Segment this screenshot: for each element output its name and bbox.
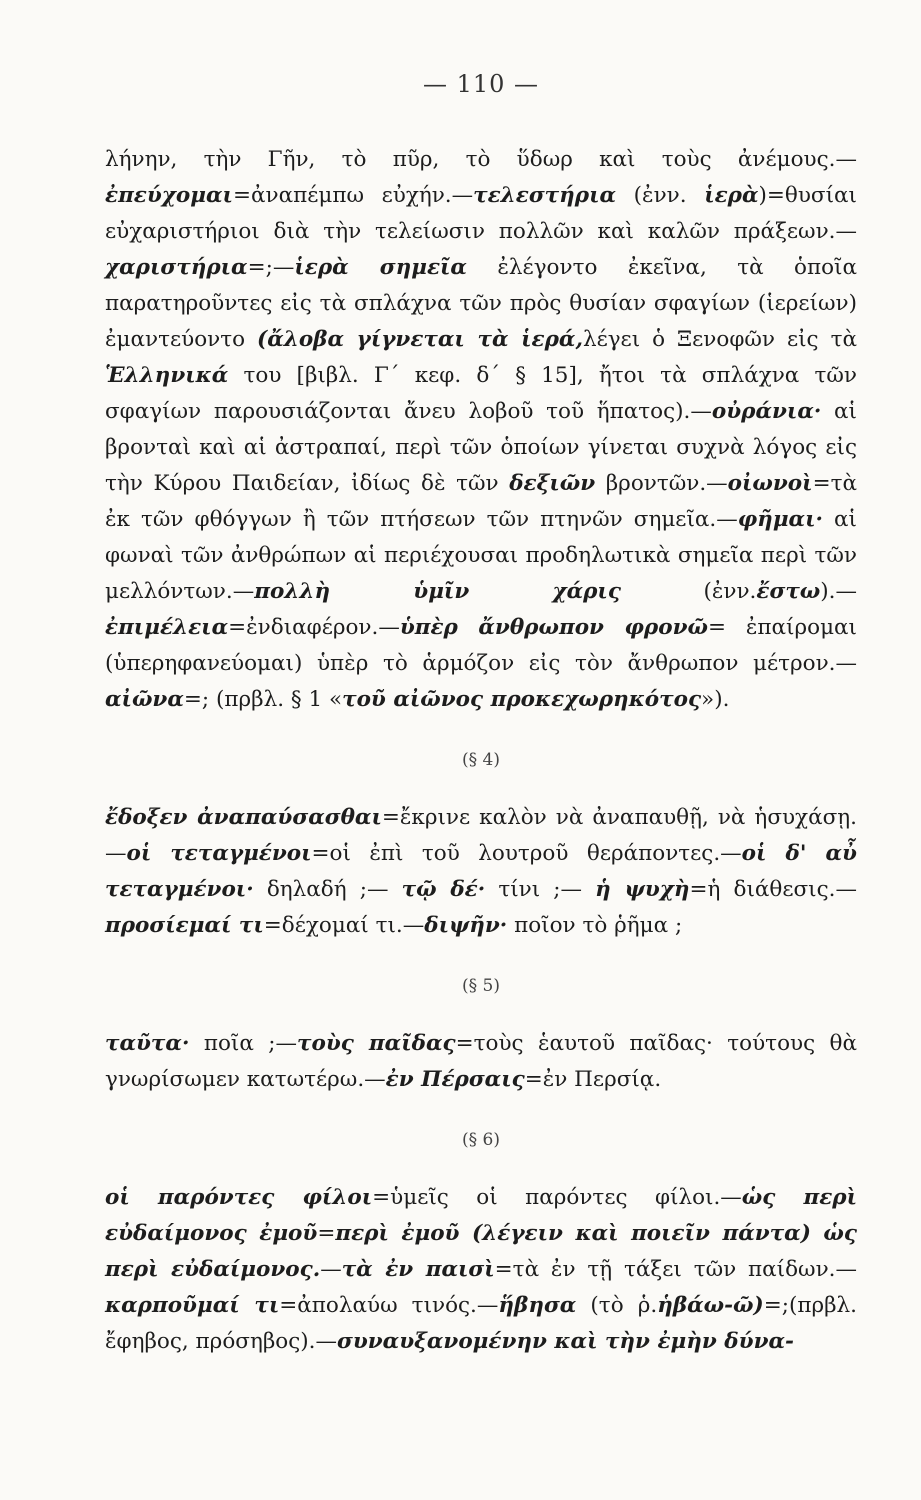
- lemma-term: ἐν Πέρσαις: [385, 1067, 525, 1092]
- gloss-text: βροντῶν.—: [595, 471, 728, 496]
- paragraph-commentary-4: [105, 800, 857, 944]
- gloss-text: = ἐπαίρομαι (ὑπερηφανεύομαι) ὑπὲρ τὸ ἁρμόζον εἰς τὸν ἄνθρωπον μέτρον.—: [105, 615, 857, 676]
- gloss-text: του [βιβλ. Γ΄ κεφ. δ΄ § 15], ἤτοι τὰ σπλάχνα τῶν σφαγίων παρουσιάζονται ἄνευ λοβοῦ τοῦ ἥπατος).—: [105, 363, 857, 424]
- lemma-term: Ἑλληνικά: [105, 363, 229, 388]
- paragraph-commentary-5: [105, 1026, 857, 1098]
- lemma-term: τοῦ αἰῶνος προκεχωρηκότος: [342, 687, 702, 712]
- gloss-text: =ὑμεῖς οἱ παρόντες φίλοι.—: [372, 1185, 742, 1210]
- lemma-term: οὐράνια·: [711, 399, 822, 424]
- lemma-term: τοὺς παῖδας: [297, 1031, 456, 1056]
- gloss-text: λέγει ὁ Ξενοφῶν εἰς τὰ: [582, 327, 857, 352]
- gloss-text: (ἐνν.: [616, 183, 705, 208]
- gloss-text: =τὰ ἐκ τῶν φθόγγων ἢ τῶν πτήσεων τῶν πτηνῶν σημεῖα.—: [105, 471, 857, 532]
- lemma-term: ἱερὰ: [704, 183, 759, 208]
- lemma-term: τελεστήρια: [473, 183, 617, 208]
- gloss-text: =ἡ διάθεσις.—: [689, 877, 857, 902]
- gloss-text: αἱ βρονταὶ καὶ αἱ ἀστραπαί, περὶ τῶν ὁποίων γίνεται συχνὰ λόγος εἰς τὴν Κύρου Παιδείαν, ἰδίως δὲ τῶν: [105, 399, 857, 496]
- gloss-text: αἱ φωναὶ τῶν ἀνθρώπων αἱ περιέχουσαι προδηλωτικὰ σημεῖα περὶ τῶν μελλόντων.—: [105, 507, 857, 604]
- lemma-term: τῷ δέ·: [401, 877, 486, 902]
- section-heading-4: (§ 4): [462, 750, 500, 770]
- gloss-text: (τὸ ῥ.: [576, 1293, 658, 1318]
- gloss-text: =;(πρβλ. ἔφηβος, πρόσηβος).—: [105, 1293, 858, 1354]
- lemma-term: αἰῶνα: [105, 687, 184, 712]
- lemma-term: ἐπιμέλεια: [105, 615, 229, 640]
- gloss-text: =; (πρβλ. § 1 «: [183, 687, 343, 712]
- lemma-term: πολλὴ ὑμῖν χάρις: [254, 579, 621, 604]
- gloss-text: =ἐνδιαφέρον.—: [228, 615, 400, 640]
- lemma-term: δεξιῶν: [509, 471, 596, 496]
- page-number: — 110 —: [422, 70, 540, 98]
- lemma-term: περὶ ἐμοῦ (λέγειν καὶ ποιεῖν πάντα) ὡς περὶ εὐδαίμονος.: [105, 1221, 857, 1282]
- lemma-term: ἱερὰ σημεῖα: [294, 255, 467, 280]
- gloss-text: ἐλέγοντο ἐκεῖνα, τὰ ὁποῖα παρατηροῦντες εἰς τὰ σπλάχνα τῶν πρὸς θυσίαν σφαγίων (ἱερείων) ἐμαντεύοντο: [105, 255, 857, 352]
- gloss-text: ).—: [820, 579, 857, 604]
- lemma-term: ὡς περὶ εὐδαίμονος ἐμοῦ: [105, 1185, 857, 1246]
- gloss-text: =ἔκρινε καλὸν νὰ ἀναπαυθῇ, νὰ ἡσυχάσῃ.—: [105, 805, 857, 866]
- gloss-text: τίνι ;—: [485, 877, 596, 902]
- lemma-term: ἐπεύχομαι: [105, 183, 233, 208]
- section-heading-6: (§ 6): [462, 1130, 500, 1150]
- lemma-term: διψῆν·: [424, 913, 508, 938]
- gloss-text: =ἀπολαύω τινός.—: [279, 1293, 499, 1318]
- lemma-term: προσίεμαί τι: [105, 913, 264, 938]
- gloss-text: =δέχομαί τι.—: [263, 913, 425, 938]
- gloss-text: (ἐνν.: [620, 579, 757, 604]
- lemma-term: φῆμαι·: [737, 507, 823, 532]
- gloss-text: =οἱ ἐπὶ τοῦ λουτροῦ θεράποντες.—: [311, 841, 742, 866]
- paragraph-commentary-6: [105, 1180, 857, 1360]
- lemma-term: ἔστω: [756, 579, 821, 604]
- lemma-term: τὰ ἐν παισὶ: [341, 1257, 495, 1282]
- gloss-text: =;—: [247, 255, 295, 280]
- gloss-text: »).: [701, 687, 730, 712]
- lemma-term: οἱ παρόντες φίλοι: [105, 1185, 373, 1210]
- book-page: [105, 70, 857, 1360]
- lemma-term: ὑπὲρ ἄνθρωπον φρονῶ: [399, 615, 708, 640]
- gloss-text: =: [317, 1221, 336, 1246]
- lemma-term: χαριστήρια: [105, 255, 248, 280]
- lemma-term: ἡβάω-ῶ): [657, 1293, 764, 1318]
- gloss-text: —: [320, 1257, 342, 1282]
- gloss-text: )=θυσίαι εὐχαριστήριοι διὰ τὴν τελείωσιν πολλῶν καὶ καλῶν πράξεων.—: [105, 183, 857, 244]
- lemma-term: ἔδοξεν ἀναπαύσασθαι: [105, 805, 382, 830]
- lemma-term: συναυξανομένην καὶ τὴν ἐμὴν δύνα-: [336, 1329, 794, 1354]
- lemma-term: οἰωνοὶ: [727, 471, 813, 496]
- lemma-term: (ἄλοβα γίγνεται τὰ ἱερά,: [257, 327, 583, 352]
- gloss-text: ποῖα ;—: [189, 1031, 298, 1056]
- lemma-term: ταῦτα·: [105, 1031, 190, 1056]
- section-heading-5: (§ 5): [462, 976, 500, 996]
- lemma-term: οἱ δ' αὖ τεταγμένοι·: [105, 841, 857, 902]
- gloss-text: =τὰ ἐν τῇ τάξει τῶν παίδων.—: [494, 1257, 857, 1282]
- paragraph-commentary-3: [105, 142, 857, 718]
- lemma-term: ἥβησα: [498, 1293, 577, 1318]
- gloss-text: δηλαδή ;—: [253, 877, 402, 902]
- gloss-text: ποῖον τὸ ῥῆμα ;: [507, 913, 683, 938]
- lemma-term: οἱ τεταγμένοι: [126, 841, 312, 866]
- lemma-term: ἡ ψυχὴ: [595, 877, 690, 902]
- lemma-term: καρποῦμαί τι: [105, 1293, 280, 1318]
- gloss-text: λήνην, τὴν Γῆν, τὸ πῦρ, τὸ ὕδωρ καὶ τοὺς ἀνέμους.—: [105, 147, 857, 172]
- gloss-text: =ἐν Περσίᾳ.: [524, 1067, 662, 1092]
- gloss-text: =τοὺς ἑαυτοῦ παῖδας· τούτους θὰ γνωρίσωμεν κατωτέρω.—: [105, 1031, 857, 1092]
- gloss-text: =ἀναπέμπω εὐχήν.—: [232, 183, 474, 208]
